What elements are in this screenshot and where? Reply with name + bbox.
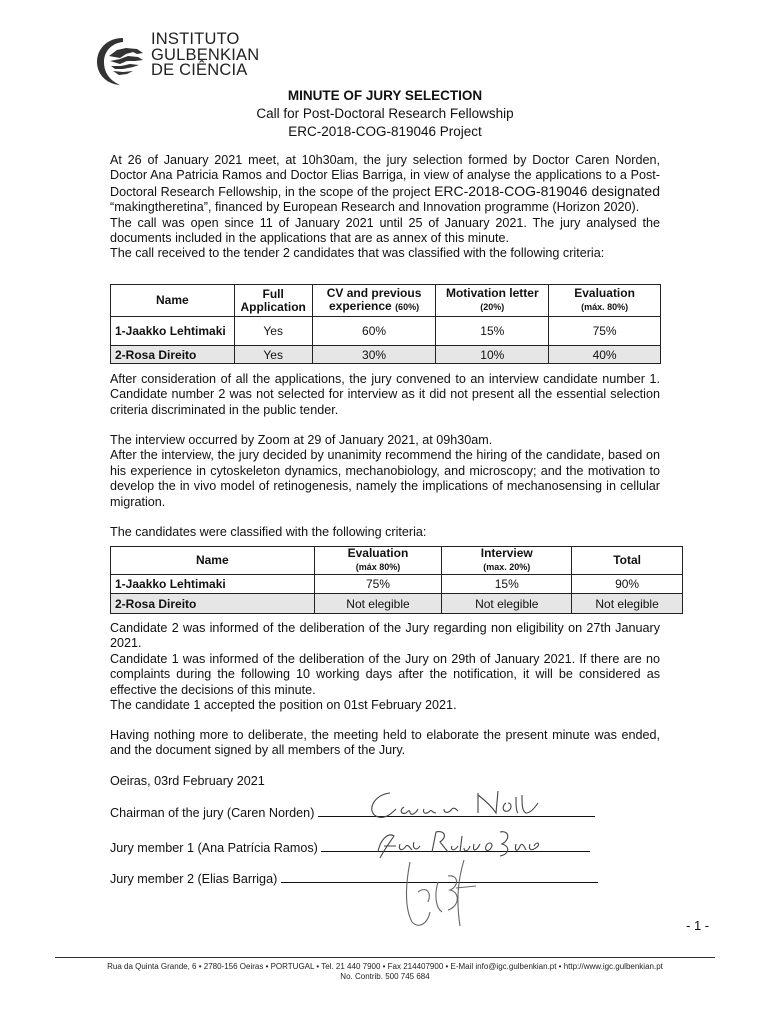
deliberation-section — [110, 621, 660, 713]
intro-paragraph-call-period: The call was open since 11 of January 2021 until 25 of January 2021. The jury analysed the documents included in the applications that are as annex of this minute. — [110, 215, 660, 246]
candidate-name: 1-Jaakko Lehtimaki — [111, 317, 235, 346]
handwritten-signature-member-2 — [398, 852, 488, 932]
signature-label: Chairman of the jury (Caren Norden) — [110, 806, 318, 820]
cell-evaluation: 75% — [314, 575, 442, 594]
interview-selection-paragraph: After consideration of all the applications, the jury convened to an interview candidate number 1. Candidate number 2 was not selected for interview as it did not present all the essential selection criteria discriminated in the public tender. — [110, 372, 660, 417]
deliberation-candidate-2: Candidate 2 was informed of the deliberation of the Jury regarding non eligibility on 27th January 2021. — [110, 621, 660, 651]
page-number: - 1 - — [686, 918, 710, 933]
document-subtitle-project: ERC-2018-COG-819046 Project — [288, 124, 482, 139]
interview-selection-section — [110, 372, 660, 418]
gulbenkian-emblem-icon — [93, 34, 149, 88]
classification-intro: The candidates were classified with the following criteria: — [110, 525, 427, 539]
deliberation-candidate-1: Candidate 1 was informed of the deliberation of the Jury on 29th of January 2021. If there are no complaints during the following 10 working days after the notification, it will be considered as effective the decisions of this minute. — [110, 651, 660, 697]
document-title: MINUTE OF JURY SELECTION — [287, 88, 483, 103]
cell-cv: 30% — [312, 346, 436, 364]
signature-label: Jury member 2 (Elias Barriga) — [110, 872, 281, 886]
document-subtitle-call: Call for Post-Doctoral Research Fellowship — [256, 106, 514, 121]
footer-tax-number: No. Contrib. 500 745 684 — [340, 972, 430, 981]
cell-interview: Not elegible — [442, 594, 572, 614]
intro-section — [110, 153, 660, 262]
cell-total: Not elegible — [572, 594, 683, 614]
footer-address: Rua da Quinta Grande, 6 • 2780-156 Oeiras • PORTUGAL • Tel. 21 440 7900 • Fax 214407900 • E-Mail info@igc.gulbenkian.pt • http://www.igc.gulbenkian.pt — [107, 962, 663, 971]
column-header-motivation: Motivation letter (20%) — [436, 285, 549, 317]
logo-line-3: DE CIÊNCIA — [151, 61, 248, 79]
column-header-evaluation: Evaluation (máx. 80%) — [549, 285, 661, 317]
column-header-name: Name — [111, 547, 315, 575]
table-row — [111, 317, 661, 346]
interview-outcome-paragraph: After the interview, the jury decided by unanimity recommend the hiring of the candidate, based on his experience in cytoskeleton dynamics, mechanobiology, and microscopy; and the motivation to develop the in vivo model of retinogenesis, namely the implications of mechanosensing in cellular migration. — [110, 448, 660, 509]
cell-evaluation: 40% — [549, 346, 661, 364]
table-row — [111, 594, 683, 614]
final-classification-table — [110, 546, 683, 614]
candidate-name: 2-Rosa Direito — [111, 594, 315, 614]
closing-paragraph: Having nothing more to deliberate, the meeting held to elaborate the present minute was ended, and the document signed by all members of the Jury. — [110, 728, 660, 758]
cell-motivation: 10% — [436, 346, 549, 364]
column-header-evaluation: Evaluation (máx 80%) — [314, 547, 442, 575]
cell-motivation: 15% — [436, 317, 549, 346]
column-header-interview: Interview (max. 20%) — [442, 547, 572, 575]
application-criteria-table — [110, 284, 661, 364]
interview-section — [110, 433, 660, 510]
logo-line-2: GULBENKIAN — [151, 45, 260, 64]
cell-full-application: Yes — [234, 346, 312, 364]
cell-full-application: Yes — [234, 317, 312, 346]
signature-line-member-2 — [110, 870, 598, 887]
cell-interview: 15% — [442, 575, 572, 594]
column-header-name: Name — [111, 285, 235, 317]
closing-section — [110, 728, 660, 759]
column-header-cv: CV and previous experience (60%) — [312, 285, 436, 317]
intro-paragraph-meeting: At 26 of January 2021 meet, at 10h30am, the jury selection formed by Doctor Caren Norden, Doctor Ana Patricia Ramos and Doctor Elias Barriga, in view of analyse the applications to a Post-Doctoral Research Fellowship, in the scope of the project ERC-2018-COG-819046 designated “makingtheretina”, financed by European Research and Innovation programme (Horizon 2020). — [110, 153, 660, 215]
document-header — [0, 87, 770, 141]
table-header-row — [111, 547, 683, 575]
cell-evaluation: Not elegible — [314, 594, 442, 614]
project-code: ERC-2018-COG-819046 designated — [434, 182, 660, 199]
candidate-name: 2-Rosa Direito — [111, 346, 235, 364]
column-header-total: Total — [572, 547, 683, 575]
intro-paragraph-candidates: The call received to the tender 2 candidates that was classified with the following criteria: — [110, 246, 605, 261]
signature-label: Jury member 1 (Ana Patrícia Ramos) — [110, 841, 322, 855]
institute-logo — [93, 32, 263, 90]
candidate-name: 1-Jaakko Lehtimaki — [111, 575, 315, 594]
place-date: Oeiras, 03rd February 2021 — [110, 774, 265, 788]
cell-total: 90% — [572, 575, 683, 594]
table-row — [111, 575, 683, 594]
logo-wordmark — [151, 32, 259, 79]
column-header-full-application: Full Application — [234, 285, 312, 317]
table-header-row — [111, 285, 661, 317]
acceptance-paragraph: The candidate 1 accepted the position on 01st February 2021. — [110, 698, 457, 713]
cell-cv: 60% — [312, 317, 436, 346]
cell-evaluation: 75% — [549, 317, 661, 346]
logo-line-1: INSTITUTO — [151, 30, 240, 48]
interview-date-paragraph: The interview occurred by Zoom at 29 of January 2021, at 09h30am. — [110, 433, 493, 447]
footer-divider — [55, 957, 715, 958]
table-row — [111, 346, 661, 364]
